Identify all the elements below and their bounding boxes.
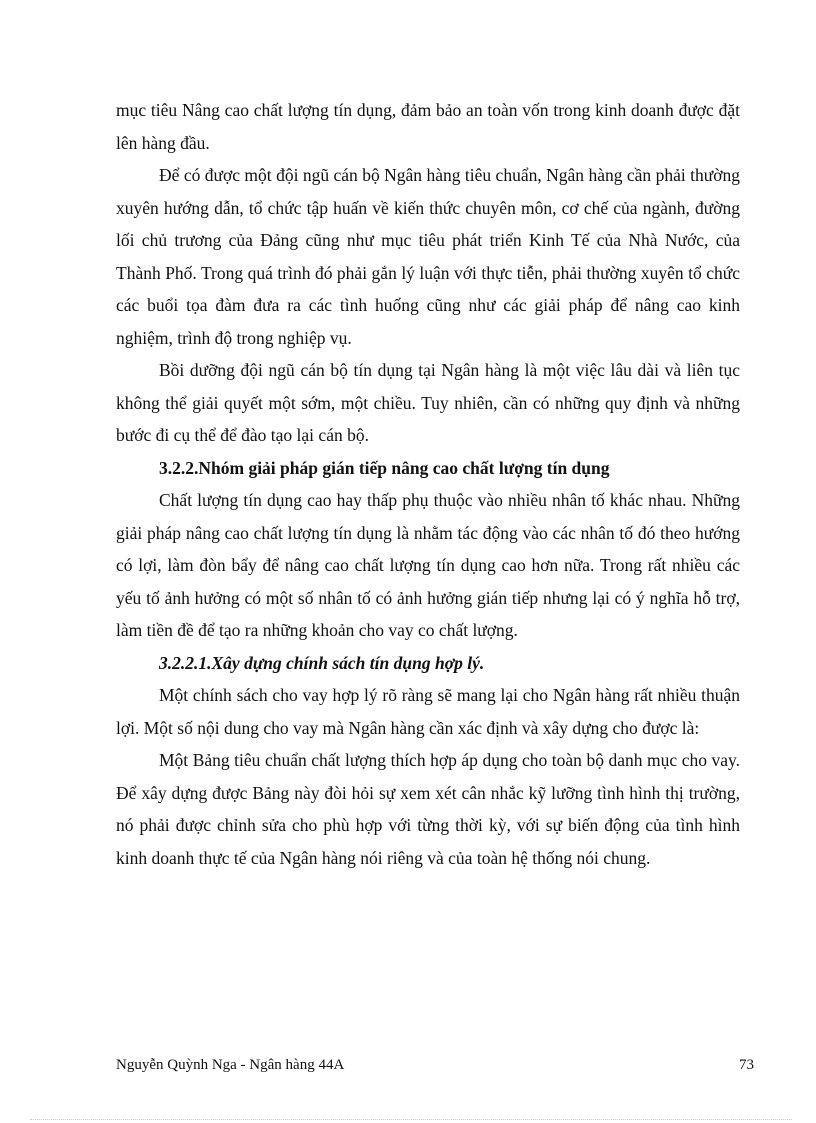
paragraph: mục tiêu Nâng cao chất lượng tín dụng, đảm bảo an toàn vốn trong kinh doanh được đặt lên hàng đầu.	[116, 100, 740, 153]
page-divider	[30, 1119, 792, 1120]
section-heading: 3.2.2.Nhóm giải pháp gián tiếp nâng cao chất lượng tín dụng	[159, 457, 610, 478]
paragraph: Bồi dưỡng đội ngũ cán bộ tín dụng tại Ngân hàng là một việc lâu dài và liên tục không thể giải quyết một sớm, một chiều. Tuy nhiên, cần có những quy định và những bước đi cụ thể để đào tạo lại cán bộ.	[116, 360, 740, 445]
paragraph: Một Bảng tiêu chuẩn chất lượng thích hợp áp dụng cho toàn bộ danh mục cho vay. Để xây dựng được Bảng này đòi hỏi sự xem xét cân nhắc kỹ lưỡng tình hình thị trường, nó phải được chỉnh sửa cho phù hợp với từng thời kỳ, với sự biến động của tình hình kinh doanh thực tế của Ngân hàng nói riêng và của toàn hệ thống nói chung.	[116, 750, 740, 868]
page-footer	[116, 1057, 754, 1074]
paragraph: Chất lượng tín dụng cao hay thấp phụ thuộc vào nhiều nhân tố khác nhau. Những giải pháp nâng cao chất lượng tín dụng là nhằm tác động vào các nhân tố đó theo hướng có lợi, làm đòn bẩy để nâng cao chất lượng tín dụng cao hơn nữa. Trong rất nhiều các yếu tố ảnh hưởng có một số nhân tố có ảnh hưởng gián tiếp nhưng lại có ý nghĩa hỗ trợ, làm tiền đề để tạo ra những khoản cho vay co chất lượng.	[116, 490, 740, 640]
subsection-heading: 3.2.2.1.Xây dựng chính sách tín dụng hợp lý.	[159, 652, 485, 673]
paragraph: Để có được một đội ngũ cán bộ Ngân hàng tiêu chuẩn, Ngân hàng cần phải thường xuyên hướng dẫn, tổ chức tập huấn về kiến thức chuyên môn, cơ chế của ngành, đường lối chủ trương của Đảng cũng như mục tiêu phát triển Kinh Tế của Nhà Nước, của Thành Phố. Trong quá trình đó phải gắn lý luận với thực tiễn, phải thường xuyên tổ chức các buổi tọa đàm đưa ra các tình huống cũng như các giải pháp để nâng cao kinh nghiệm, trình độ trong nghiệp vụ.	[116, 165, 740, 348]
footer-author: Nguyễn Quỳnh Nga - Ngân hàng 44A	[116, 1057, 345, 1073]
page-number: 73	[739, 1057, 754, 1073]
paragraph: Một chính sách cho vay hợp lý rõ ràng sẽ mang lại cho Ngân hàng rất nhiều thuận lợi. Một số nội dung cho vay mà Ngân hàng cần xác định và xây dựng cho được là:	[116, 685, 740, 738]
document-body	[116, 94, 740, 874]
